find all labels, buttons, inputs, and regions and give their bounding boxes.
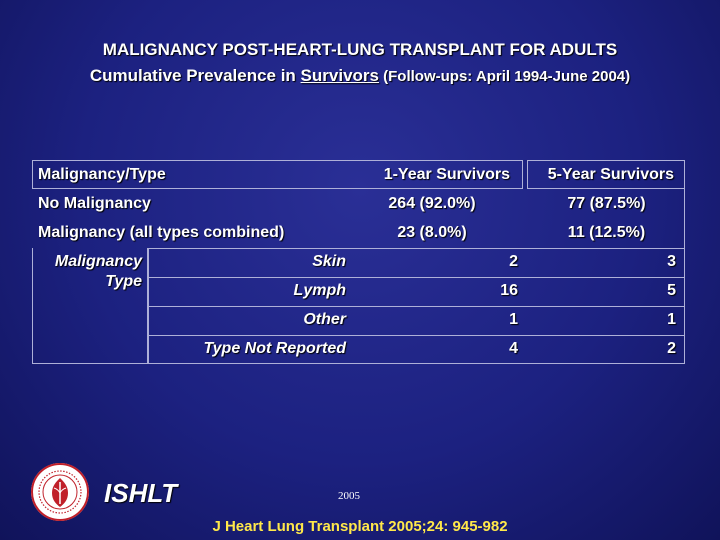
title-line-2-suffix: (Follow-ups: April 1994-June 2004): [378, 68, 631, 85]
type-row-divider: [148, 306, 685, 307]
type-5-year-value: 3: [667, 253, 676, 270]
type-1-year-value: 2: [509, 253, 518, 270]
citation: J Heart Lung Transplant 2005;24: 945-982: [212, 518, 508, 535]
table-right-border: [684, 160, 685, 364]
row-5-year-value: 77 (87.5%): [567, 195, 646, 212]
type-1-year-value: 1: [509, 311, 518, 328]
title-line-2-underlined: Survivors: [300, 66, 379, 85]
type-1-year-value: 4: [509, 340, 518, 357]
header-5-year: 5-Year Survivors: [547, 166, 674, 183]
ishlt-label: ISHLT: [104, 478, 178, 508]
type-5-year-value: 1: [667, 311, 676, 328]
row-label: No Malignancy: [38, 195, 151, 212]
type-label-lymph: Lymph: [293, 282, 346, 299]
type-label-other: Other: [303, 311, 346, 328]
type-label-not-reported: Type Not Reported: [203, 340, 346, 357]
malignancy-table: [32, 160, 685, 364]
ishlt-seal-icon: [30, 462, 90, 522]
type-row-divider: [148, 335, 685, 336]
row-1-year-value: 23 (8.0%): [397, 224, 467, 241]
title-line-2: [0, 66, 720, 86]
title-line-2-prefix: Cumulative Prevalence in: [89, 66, 301, 85]
header-1-year: 1-Year Survivors: [383, 166, 510, 183]
type-5-year-value: 2: [667, 340, 676, 357]
row-5-year-value: 11 (12.5%): [567, 224, 646, 241]
year-label: 2005: [338, 490, 360, 502]
malignancy-type-label-line2: Type: [105, 273, 142, 290]
row-label: Malignancy (all types combined): [38, 224, 285, 241]
header-divider: [522, 160, 528, 189]
malignancy-type-label-line1: Malignancy: [54, 253, 142, 270]
type-row-divider: [148, 277, 685, 278]
type-1-year-value: 16: [500, 282, 518, 299]
header-malignancy-type: Malignancy/Type: [38, 166, 166, 183]
row-1-year-value: 264 (92.0%): [388, 195, 476, 212]
type-5-year-value: 5: [667, 282, 676, 299]
type-label-skin: Skin: [312, 253, 346, 270]
title-line-1: MALIGNANCY POST-HEART-LUNG TRANSPLANT FOR ADULTS: [102, 40, 618, 59]
